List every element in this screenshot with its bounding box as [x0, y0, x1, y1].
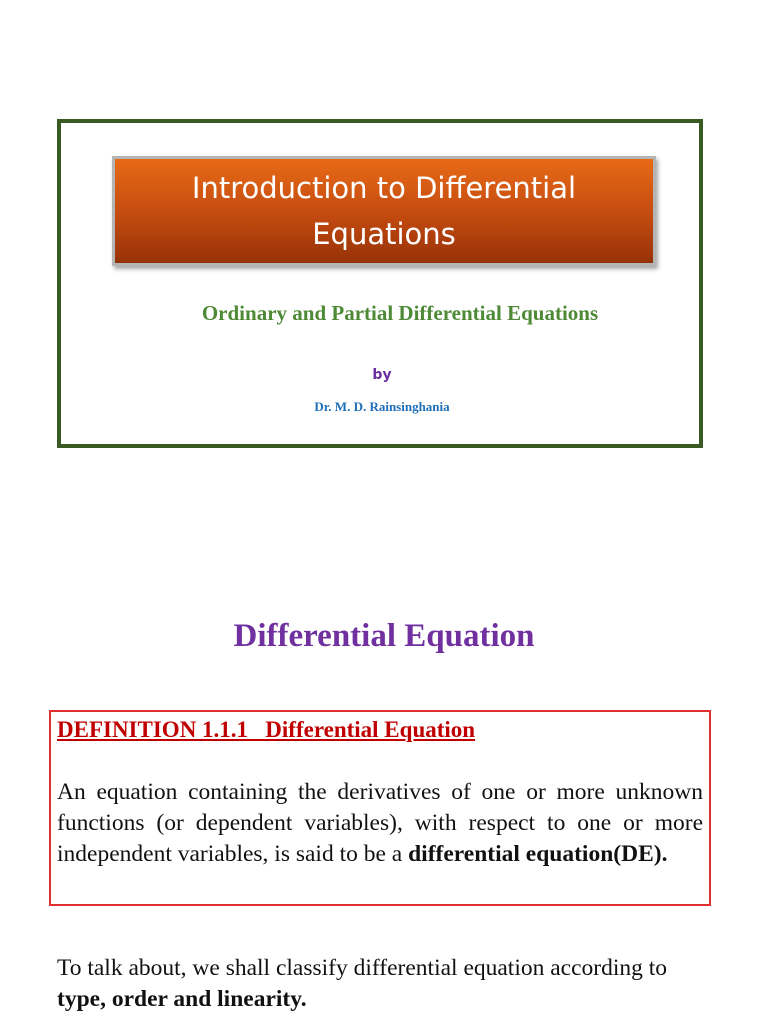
- title-banner: [112, 156, 656, 266]
- by-label: by: [372, 367, 392, 383]
- definition-body: [57, 777, 703, 870]
- book-subtitle: Ordinary and Partial Differential Equations: [201, 301, 599, 325]
- definition-title: DEFINITION 1.1.1 Differential Equation: [57, 717, 476, 742]
- definition-term: differential equation(DE).: [408, 841, 668, 867]
- slide-title: Introduction to Differential Equations: [191, 171, 577, 251]
- section-heading: Differential Equation: [233, 618, 535, 654]
- classification-intro: To talk about, we shall classify differential equation according to: [57, 955, 668, 981]
- author-name: Dr. M. D. Rainsinghania: [314, 399, 450, 414]
- classification-text: [57, 953, 717, 1015]
- definition-text: An equation containing the derivatives of one or more unknown functions (or dependent variables), with respect to one or more independent variables, is said to be a: [57, 779, 703, 867]
- classification-criteria: type, order and linearity.: [57, 986, 307, 1012]
